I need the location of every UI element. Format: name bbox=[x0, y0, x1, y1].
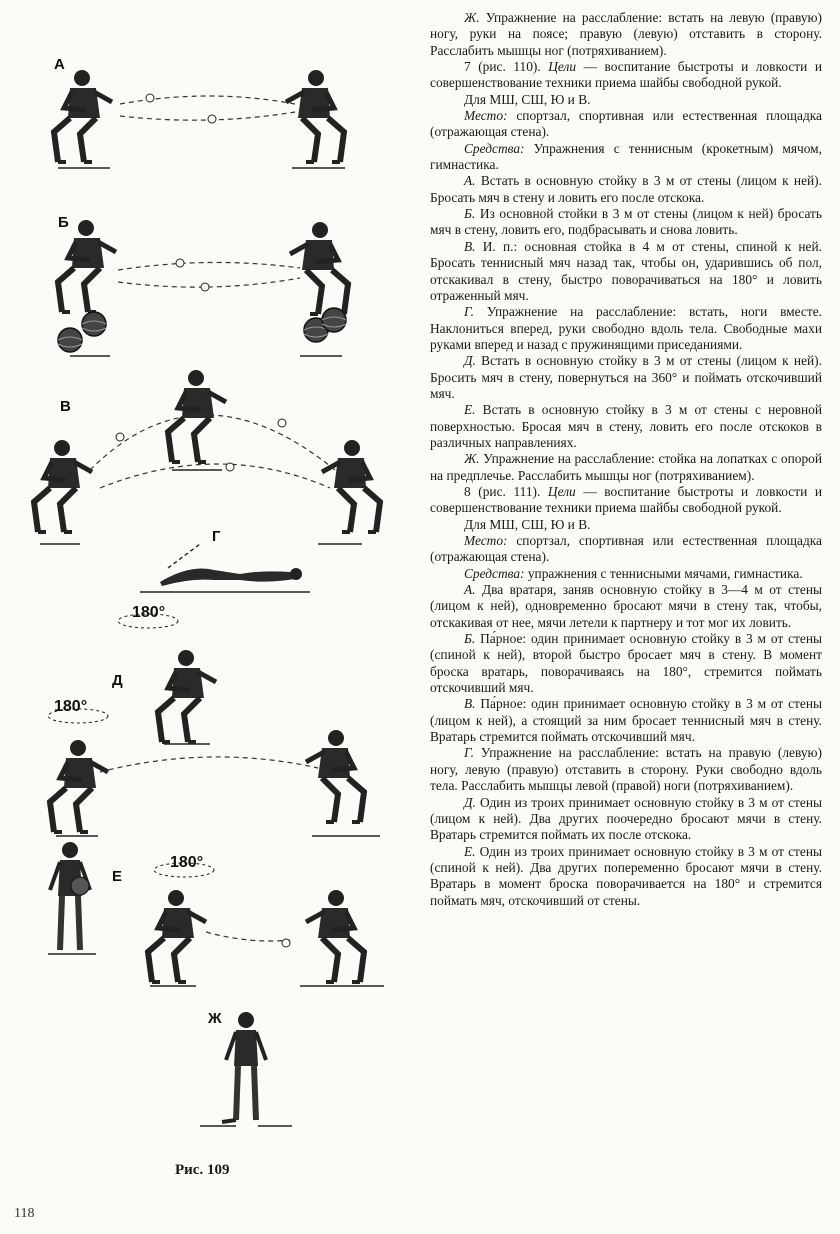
item-letter: Д. bbox=[464, 353, 476, 369]
paragraph bbox=[430, 517, 822, 533]
paragraph bbox=[430, 451, 822, 484]
figure-label-a: А bbox=[54, 56, 65, 73]
paragraph-text: Из основной стойки в 3 м от стены (лицом к ней) бросать мяч в стену, ловить его, подбрасывать и снова ловить. bbox=[430, 206, 822, 238]
paragraph bbox=[430, 533, 822, 566]
paragraph bbox=[430, 696, 822, 745]
figure-caption: Рис. 109 bbox=[175, 1162, 230, 1178]
field-label: Цели bbox=[547, 483, 576, 499]
field-label: Средства: bbox=[464, 140, 525, 156]
figure-label-zh: Ж bbox=[208, 1010, 222, 1027]
paragraph-text: Встать в основную стойку в 3 м от стены (лицом к ней). Бросить мяч в стену, повернуться на 360° и поймать отскочивший мяч. bbox=[430, 353, 822, 401]
exercise-a-illustration bbox=[54, 70, 345, 168]
paragraph-text: Два вратаря, заняв основную стойку в 3—4 м от стены (лицом к ней), одновременно бросают мячи в стену так, чтобы, отскакивая от нее, мячи летели к партнеру и тот мог их ловить. bbox=[430, 582, 822, 630]
paragraph-text: Упражнения с теннисным (крокетным) мячом, гимнастика. bbox=[430, 140, 822, 173]
paragraph bbox=[430, 304, 822, 353]
field-label: Цели bbox=[548, 59, 577, 75]
exercise-v-illustration bbox=[34, 370, 380, 544]
page-number: 118 bbox=[14, 1206, 35, 1221]
rotation-180-label-d-top: 180° bbox=[132, 604, 166, 621]
paragraph-text: Один из троих принимает основную стойку в 3 м от стены (спиной к ней). Два других попеременно бросают мячи в стену. Вратарь в момент броска поворачивается на 180° и стремится поймать мяч, отскочивший от стены. bbox=[430, 843, 822, 908]
item-letter: Ж. bbox=[464, 451, 480, 467]
paragraph bbox=[430, 173, 822, 206]
paragraph-text: Для МШ, СШ, Ю и В. bbox=[464, 91, 591, 107]
item-letter: Е. bbox=[464, 402, 476, 418]
paragraph-text: спортзал, спортивная или естественная площадка (отражающая стена). bbox=[430, 108, 822, 140]
paragraph bbox=[430, 402, 822, 451]
paragraph bbox=[430, 484, 822, 517]
paragraph bbox=[430, 795, 822, 844]
item-letter: Г. bbox=[464, 304, 474, 320]
rotation-180-label-d-left: 180° bbox=[54, 698, 88, 715]
paragraph-text: Па́рное: один принимает основную стойку в 3 м от стены (спиной к ней), второй быстро бросает мяч в стену. В момент броска вратарь, поворачиваясь на 180°, стремится поймать отскочивший мяч. bbox=[430, 631, 822, 696]
exercise-number: 7 (рис. 110). bbox=[464, 59, 541, 75]
item-letter: Б. bbox=[464, 206, 476, 222]
paragraph bbox=[430, 631, 822, 696]
exercise-zh-illustration bbox=[200, 1012, 292, 1126]
exercise-g-illustration bbox=[140, 544, 310, 592]
figure-label-v: В bbox=[60, 398, 71, 415]
paragraph bbox=[430, 10, 822, 59]
item-letter: А. bbox=[464, 582, 476, 598]
rotation-180-label-e: 180° bbox=[170, 854, 204, 871]
paragraph-text: И. п.: основная стойка в 4 м от стены, спиной к ней. Бросать теннисный мяч назад так, чтобы он, ударившись об пол, отскакивал в стену, быстро поворачиваться на 180° и ловить отраженный мяч. bbox=[430, 238, 822, 303]
item-letter: Д. bbox=[464, 794, 476, 810]
field-label: Место: bbox=[464, 533, 508, 548]
paragraph-text: Для МШ, СШ, Ю и В. bbox=[464, 516, 591, 532]
item-letter: Ж. bbox=[464, 10, 480, 25]
item-letter: А. bbox=[464, 173, 476, 189]
figure-label-e: Е bbox=[112, 868, 123, 885]
paragraph-text: — воспитание быстроты и ловкости и совершенствование техники приема шайбы свободной рукой. bbox=[430, 59, 822, 91]
exercise-d-illustration bbox=[48, 614, 380, 836]
paragraph bbox=[430, 59, 822, 92]
text-column bbox=[430, 10, 822, 909]
paragraph bbox=[430, 206, 822, 239]
item-letter: Б. bbox=[464, 631, 476, 647]
paragraph bbox=[430, 566, 822, 582]
item-letter: В. bbox=[464, 238, 476, 254]
paragraph-text: Упражнение на расслабление: стойка на лопатках с опорой на предплечье. Расслабить мышцы ног (потряхиванием). bbox=[430, 451, 822, 483]
figure-label-b: Б bbox=[58, 214, 69, 231]
paragraph bbox=[430, 353, 822, 402]
exercise-b-illustration bbox=[58, 220, 348, 356]
figure-label-d: Д bbox=[112, 672, 123, 689]
paragraph bbox=[430, 745, 822, 794]
paragraph bbox=[430, 582, 822, 631]
paragraph-text: Встать в основную стойку в 3 м от стены с неровной поверхностью. Бросая мяч в стену, ловить его после отскоков в различных направлениях. bbox=[430, 402, 822, 450]
paragraph bbox=[430, 92, 822, 108]
paragraph-text: Упражнение на расслабление: встать на правую (левую) ногу, левую (правую) отставить в сторону. Руки свободно вдоль тела. Расслабить мышцы левой (правой) ноги (потряхиванием). bbox=[430, 745, 822, 794]
exercise-e-illustration bbox=[48, 842, 384, 986]
paragraph-text: спортзал, спортивная или естественная площадка (отражающая стена). bbox=[430, 533, 822, 565]
exercise-number: 8 (рис. 111). bbox=[464, 483, 541, 499]
paragraph-text: упражнения с теннисными мячами, гимнастика. bbox=[524, 565, 803, 581]
paragraph-text: Встать в основную стойку в 3 м от стены (лицом к ней). Бросать мяч в стену и ловить его после отскока. bbox=[430, 173, 822, 205]
item-letter: Е. bbox=[464, 843, 476, 859]
paragraph-text: Упражнение на расслабление: встать, ноги вместе. Наклониться вперед, руки свободно вдоль тела. Свободные махи руками вперед и назад с пружинящими приседаниями. bbox=[430, 304, 822, 352]
paragraph bbox=[430, 108, 822, 141]
paragraph bbox=[430, 844, 822, 909]
item-letter: В. bbox=[464, 696, 476, 712]
paragraph bbox=[430, 141, 822, 174]
figure-label-g: Г bbox=[212, 528, 221, 545]
paragraph-text: — воспитание быстроты и ловкости и совершенствование техники приема шайбы свободной рукой. bbox=[430, 483, 822, 516]
field-label: Место: bbox=[464, 108, 508, 124]
item-letter: Г. bbox=[464, 745, 474, 761]
paragraph-text: Один из троих принимает основную стойку в 3 м от стены (лицом к ней). Два других поочередно бросают мячи в стену. Вратарь стремится поймать их после отскока. bbox=[430, 794, 822, 843]
field-label: Средства: bbox=[464, 565, 525, 581]
paragraph-text: Па́рное: один принимает основную стойку в 3 м от стены (лицом к ней), а стоящий за ним бросает теннисный мяч в стену. Вратарь стремится поймать отскочивший мяч. bbox=[430, 696, 822, 745]
paragraph bbox=[430, 239, 822, 304]
paragraph-text: Упражнение на расслабление: встать на левую (правую) ногу, руки на поясе; правую (левую) отставить в сторону. Расслабить мышцы ног (потряхиванием). bbox=[430, 10, 822, 58]
